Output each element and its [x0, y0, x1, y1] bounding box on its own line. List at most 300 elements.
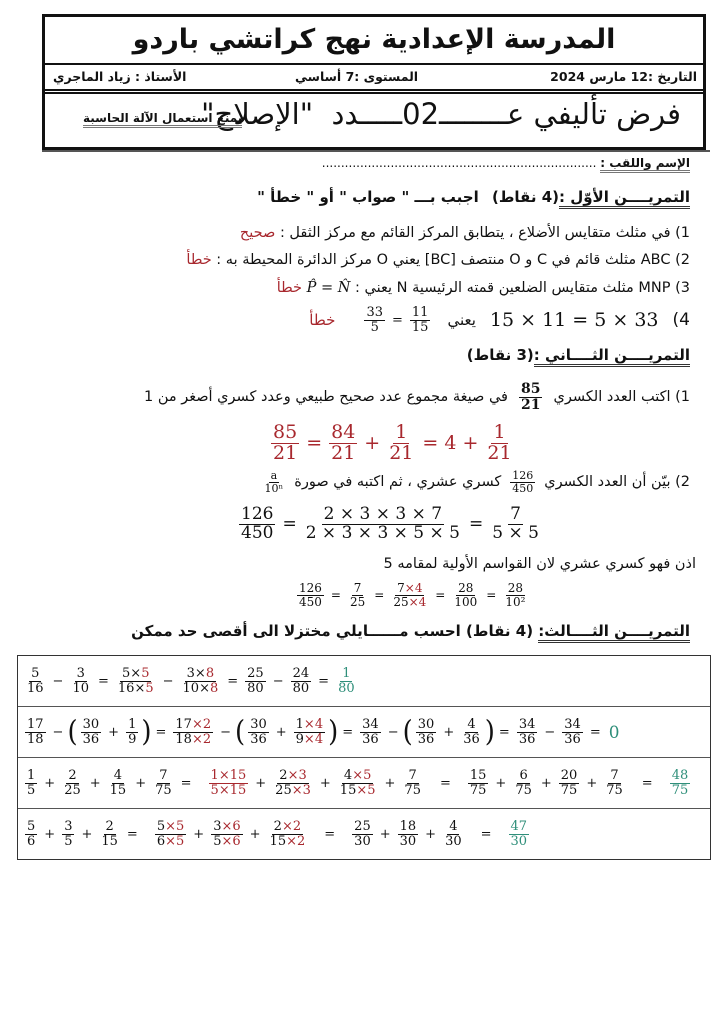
question-text: 2) بيّن أن العدد الكسري — [544, 474, 690, 491]
numerator — [559, 769, 580, 784]
operator: = — [324, 826, 336, 842]
numerator — [29, 667, 41, 682]
exercise1-points: (4 نقاط) — [491, 188, 559, 206]
highlight: 5 — [145, 680, 154, 696]
term: 1 — [493, 421, 506, 443]
fraction — [263, 470, 286, 494]
numerator — [608, 769, 620, 784]
denominator — [181, 682, 221, 696]
denominator — [519, 398, 542, 413]
highlight: ×6 — [221, 833, 241, 849]
calculation — [22, 667, 360, 695]
answer: خطأ — [309, 311, 336, 330]
test-title: فرض تأليفي عــــــــ02ـــــدد "الإصلاح" — [201, 97, 681, 131]
term: 15 — [411, 319, 429, 335]
exercise2-heading — [467, 346, 690, 364]
term: 25×3 — [275, 782, 311, 798]
term: 2 × 3 × 3 × 5 × 5 — [305, 522, 460, 543]
term: 25 — [354, 818, 371, 834]
name-label: الإسم واللقب : — [600, 156, 690, 173]
fraction — [116, 667, 156, 695]
fraction — [604, 769, 625, 797]
term: 21 — [521, 396, 541, 413]
term: 7 — [353, 581, 362, 595]
term: 5 — [27, 818, 36, 834]
denominator — [273, 784, 313, 798]
operator: + — [193, 826, 205, 842]
exercise3-instruction: احسب مــــــايلي مختزلا الى أقصى حد ممكن — [131, 622, 461, 640]
fraction — [360, 718, 381, 746]
term: 126 — [241, 504, 274, 524]
fraction — [62, 820, 74, 848]
ex2-conclusion: اذن فهو كسري عشري لان القواسم الأولية لمقامه 5 — [383, 556, 696, 572]
ex2-answer-2 — [236, 506, 544, 543]
numerator — [352, 582, 364, 596]
operator: + — [379, 826, 391, 842]
fraction — [510, 470, 535, 494]
fraction — [461, 718, 482, 746]
denominator — [245, 682, 266, 696]
term: 10ⁿ — [264, 481, 284, 495]
fraction — [513, 769, 534, 797]
fraction — [70, 667, 91, 695]
term: 1×4 — [295, 716, 324, 732]
term: 75 — [515, 782, 532, 798]
exercise3-title: التمريــــن الثــــالث: — [538, 622, 690, 643]
term: 24 — [292, 665, 310, 681]
highlight: ×5 — [352, 767, 372, 783]
numerator — [562, 718, 583, 733]
term: 84 — [331, 421, 356, 443]
fraction — [670, 769, 691, 797]
term: 21 — [273, 441, 298, 464]
fraction — [519, 382, 542, 412]
highlight: ×2 — [286, 833, 306, 849]
calculation — [22, 715, 623, 749]
highlight: ×4 — [303, 731, 324, 747]
term: 75 — [469, 782, 487, 798]
name-field[interactable] — [322, 156, 690, 170]
term: 80 — [292, 680, 310, 696]
denominator — [81, 733, 102, 747]
fraction — [562, 718, 583, 746]
term: 30 — [250, 716, 267, 732]
operator: = — [469, 514, 484, 535]
teacher: الأستاذ : زياد الماجري — [53, 69, 187, 84]
term: 7 — [408, 767, 417, 783]
operator: − — [272, 673, 284, 689]
fraction — [25, 667, 46, 695]
highlight: ×3 — [291, 782, 311, 798]
operator: + — [425, 826, 437, 842]
numerator — [340, 667, 352, 682]
term: 2 — [105, 818, 114, 834]
item-fraction — [361, 306, 433, 334]
ex1-item-2 — [186, 252, 690, 268]
divider — [42, 150, 710, 152]
operator: = — [498, 724, 510, 740]
numerator — [294, 718, 325, 733]
answer: خطأ — [186, 252, 212, 268]
term: 126 — [512, 469, 534, 482]
term: 30 — [417, 716, 435, 732]
ex1-item-4 — [309, 306, 690, 334]
denominator — [348, 596, 367, 609]
title-row — [45, 95, 703, 147]
fraction — [416, 718, 437, 746]
term: 6 — [27, 833, 36, 849]
numerator — [398, 820, 419, 835]
numerator — [120, 667, 151, 682]
header-box — [42, 14, 706, 150]
denominator — [398, 835, 419, 849]
fraction — [485, 423, 513, 464]
term: 15 — [109, 782, 127, 798]
item-text: 2) ABC مثلث قائم في C و O منتصف [BC] يعني O مركز الدائرة المحيطة به : — [216, 252, 690, 268]
denominator — [248, 733, 269, 747]
operator: + — [44, 826, 56, 842]
answer: صحيح — [239, 225, 276, 241]
exercise2-title: التمريــــن الثــــاني : — [534, 346, 690, 367]
operator: + — [108, 724, 120, 740]
term: 36 — [362, 731, 379, 747]
ex1-item-3 — [277, 280, 690, 296]
operator: − — [544, 724, 556, 740]
term: 16×5 — [117, 680, 154, 696]
fraction — [304, 506, 462, 543]
denominator — [490, 522, 541, 543]
fraction — [268, 820, 308, 848]
operator: + — [586, 775, 598, 791]
calculation — [22, 820, 532, 848]
fraction — [410, 306, 431, 334]
term: 75 — [404, 782, 421, 798]
denominator — [604, 784, 625, 798]
term: 48 — [671, 767, 689, 783]
denominator — [263, 483, 286, 495]
term: 21 — [487, 441, 512, 464]
term: 6 — [519, 767, 528, 783]
term: 30 — [510, 833, 528, 849]
denominator — [173, 733, 213, 747]
fraction — [503, 582, 527, 608]
operator: + — [540, 775, 552, 791]
numerator — [155, 820, 186, 835]
fraction — [271, 423, 299, 464]
fraction — [297, 582, 324, 608]
operator: + — [249, 826, 261, 842]
ex2-question-2 — [260, 470, 691, 494]
fraction — [81, 718, 102, 746]
calculation — [22, 769, 693, 797]
fraction — [25, 769, 37, 797]
operator: = — [435, 588, 446, 603]
operator: + — [275, 724, 287, 740]
term: 1×15 — [210, 767, 247, 783]
fraction — [336, 667, 357, 695]
highlight: ×5 — [356, 782, 376, 798]
term: 80 — [247, 680, 264, 696]
term: 2 — [68, 767, 77, 783]
term: 36 — [564, 731, 581, 747]
term: 16 — [27, 680, 44, 696]
operator: + — [135, 775, 147, 791]
denominator — [513, 784, 534, 798]
term: 30 — [399, 833, 417, 849]
term: 5×6 — [213, 833, 241, 849]
numerator — [352, 820, 373, 835]
term: 9×4 — [295, 731, 324, 747]
operator: + — [89, 775, 101, 791]
operator: + — [81, 826, 93, 842]
exercise3-table — [17, 655, 711, 860]
info-row — [45, 65, 703, 94]
numerator — [211, 820, 242, 835]
highlight: ×4 — [303, 716, 324, 732]
numerator — [670, 769, 691, 784]
item-math: P̂ = N̂ — [306, 280, 351, 296]
fraction — [155, 820, 186, 848]
denominator — [485, 441, 513, 464]
fraction — [209, 769, 249, 797]
numerator — [491, 423, 507, 444]
term: 33 — [366, 305, 383, 320]
ex1-item-1 — [240, 225, 690, 241]
numerator — [271, 423, 299, 444]
parenthesis: ) — [328, 715, 339, 749]
fraction — [273, 769, 313, 797]
denominator — [62, 835, 74, 849]
term: 2 × 3 × 3 × 7 — [323, 504, 443, 524]
highlight: ×4 — [404, 581, 423, 595]
term: 15 — [101, 833, 118, 849]
term: 5×5 — [122, 665, 150, 681]
table-row — [18, 707, 710, 758]
term: 34 — [362, 716, 379, 732]
term: 30 — [82, 716, 100, 732]
numerator — [157, 769, 169, 784]
term: 3×8 — [186, 665, 215, 681]
term: 7 — [159, 767, 168, 783]
term: 9 — [128, 731, 137, 747]
highlight: ×3 — [287, 767, 307, 783]
highlight: ×4 — [408, 594, 427, 609]
fraction — [468, 769, 489, 797]
highlight: ×5 — [165, 818, 185, 834]
numerator — [410, 306, 431, 321]
item-text: 1) في مثلث متقايس الأضلاع ، يتطابق المركز القائم مع مركز الثقل : — [279, 225, 690, 241]
term: 7×4 — [397, 581, 423, 595]
fraction — [338, 769, 378, 797]
fraction — [559, 769, 580, 797]
highlight: 5 — [141, 665, 150, 681]
fraction — [291, 667, 312, 695]
operator: = — [330, 588, 341, 603]
term: 21 — [389, 441, 414, 464]
numerator — [81, 718, 102, 733]
term: 17 — [27, 716, 44, 732]
numerator — [407, 769, 419, 784]
numerator — [468, 769, 489, 784]
term: 21 — [331, 441, 356, 464]
fraction — [248, 718, 269, 746]
numerator — [248, 718, 269, 733]
operator: = — [318, 673, 330, 689]
numerator — [360, 718, 381, 733]
fraction — [239, 506, 275, 543]
term: 80 — [338, 680, 355, 696]
term: 3×6 — [213, 818, 241, 834]
term: 34 — [518, 716, 536, 732]
denominator — [559, 784, 580, 798]
term: 5 — [64, 833, 73, 849]
operator: + — [364, 432, 381, 455]
term: 5 × 5 — [492, 522, 539, 543]
denominator — [329, 441, 357, 464]
fraction — [398, 820, 419, 848]
denominator — [291, 682, 312, 696]
numerator — [509, 820, 530, 835]
numerator — [456, 582, 475, 596]
denominator — [503, 596, 527, 609]
fraction — [25, 718, 46, 746]
term: 15×2 — [269, 833, 306, 849]
term: 126 — [299, 581, 322, 595]
denominator — [62, 784, 83, 798]
denominator — [70, 682, 91, 696]
denominator — [271, 441, 299, 464]
term: 25 — [349, 594, 366, 609]
decimal-form — [260, 470, 289, 494]
fraction — [348, 582, 367, 608]
highlight: 8 — [205, 665, 215, 681]
denominator — [517, 733, 538, 747]
term: 3 — [64, 818, 73, 834]
operator: = — [439, 775, 451, 791]
numerator — [75, 667, 87, 682]
numerator — [291, 667, 312, 682]
ex2-question-1 — [144, 382, 690, 412]
numerator — [364, 306, 385, 321]
numerator — [277, 769, 308, 784]
parenthesis: ) — [484, 715, 495, 749]
denominator — [155, 835, 186, 849]
numerator — [66, 769, 78, 784]
denominator — [509, 835, 530, 849]
term: 25 — [247, 665, 264, 681]
term: 5×15 — [210, 782, 247, 798]
denominator — [416, 733, 437, 747]
operator: = — [641, 775, 653, 791]
table-row — [18, 656, 710, 707]
numerator — [245, 667, 266, 682]
term: 7 — [610, 767, 619, 783]
operator: = — [98, 673, 109, 689]
numerator — [297, 582, 324, 596]
denominator — [108, 784, 129, 798]
term: 10 — [72, 680, 89, 696]
item-text: 3) MNP مثلث متقايس الضلعين قمته الرئيسية N يعني : — [355, 280, 690, 296]
term: 4×5 — [343, 767, 372, 783]
highlight: 8 — [209, 680, 219, 696]
term: a — [270, 469, 278, 482]
term: 100 — [454, 594, 478, 609]
term: 2×3 — [279, 767, 307, 783]
operator: − — [387, 724, 399, 740]
numerator — [519, 382, 542, 398]
term: 7 — [510, 504, 521, 524]
numerator — [517, 769, 529, 784]
term: 36 — [518, 731, 536, 747]
exercise1-heading — [257, 188, 690, 206]
denominator — [352, 835, 373, 849]
table-row — [18, 809, 710, 859]
connector: يعني — [447, 311, 476, 330]
denominator — [25, 784, 37, 798]
fraction — [294, 718, 325, 746]
operator: − — [52, 673, 64, 689]
numerator — [395, 582, 424, 596]
term: 30 — [445, 833, 462, 849]
fraction — [99, 820, 120, 848]
operator: = — [342, 724, 354, 740]
denominator — [360, 733, 381, 747]
term: 28 — [507, 581, 524, 595]
term: 2×2 — [273, 818, 302, 834]
level: المستوى :7 أساسي — [295, 69, 419, 84]
term: 75 — [560, 782, 578, 798]
parenthesis: ( — [402, 715, 413, 749]
school-name: المدرسة الإعدادية نهج كراتشي باردو — [45, 17, 703, 65]
fraction — [126, 718, 138, 746]
operator: = — [180, 775, 192, 791]
term: 6×5 — [156, 833, 185, 849]
operator: = — [480, 826, 492, 842]
term: 30 — [354, 833, 371, 849]
term: 5 — [370, 319, 379, 335]
denominator — [116, 682, 156, 696]
operator: = — [374, 588, 385, 603]
term: 75 — [155, 782, 172, 798]
term: 75 — [606, 782, 623, 798]
operator: + — [44, 775, 56, 791]
term: 1 — [395, 421, 408, 443]
term: 4 — [467, 716, 476, 732]
denominator — [468, 784, 489, 798]
highlight: ×2 — [281, 818, 302, 834]
denominator — [268, 835, 308, 849]
numerator — [342, 769, 373, 784]
denominator — [209, 784, 249, 798]
fraction — [391, 582, 428, 608]
calculator-note: يمنع استعمال الآلة الحاسبة — [83, 111, 242, 128]
numerator — [173, 718, 213, 733]
exercise3-points: (4 نقاط) — [466, 622, 534, 640]
exercise1-title: التمريــــن الأوّل : — [559, 188, 690, 209]
operator: = — [126, 826, 138, 842]
operator: − — [162, 673, 174, 689]
denominator — [25, 733, 46, 747]
numerator — [416, 718, 437, 733]
operator: = 4 + — [422, 432, 479, 455]
operator: + — [443, 724, 455, 740]
numerator — [506, 582, 525, 596]
exercise2-points: (3 نقاط) — [466, 346, 534, 364]
operator: − — [220, 724, 232, 740]
denominator — [153, 784, 174, 798]
denominator — [297, 596, 324, 609]
term: 18 — [27, 731, 44, 747]
